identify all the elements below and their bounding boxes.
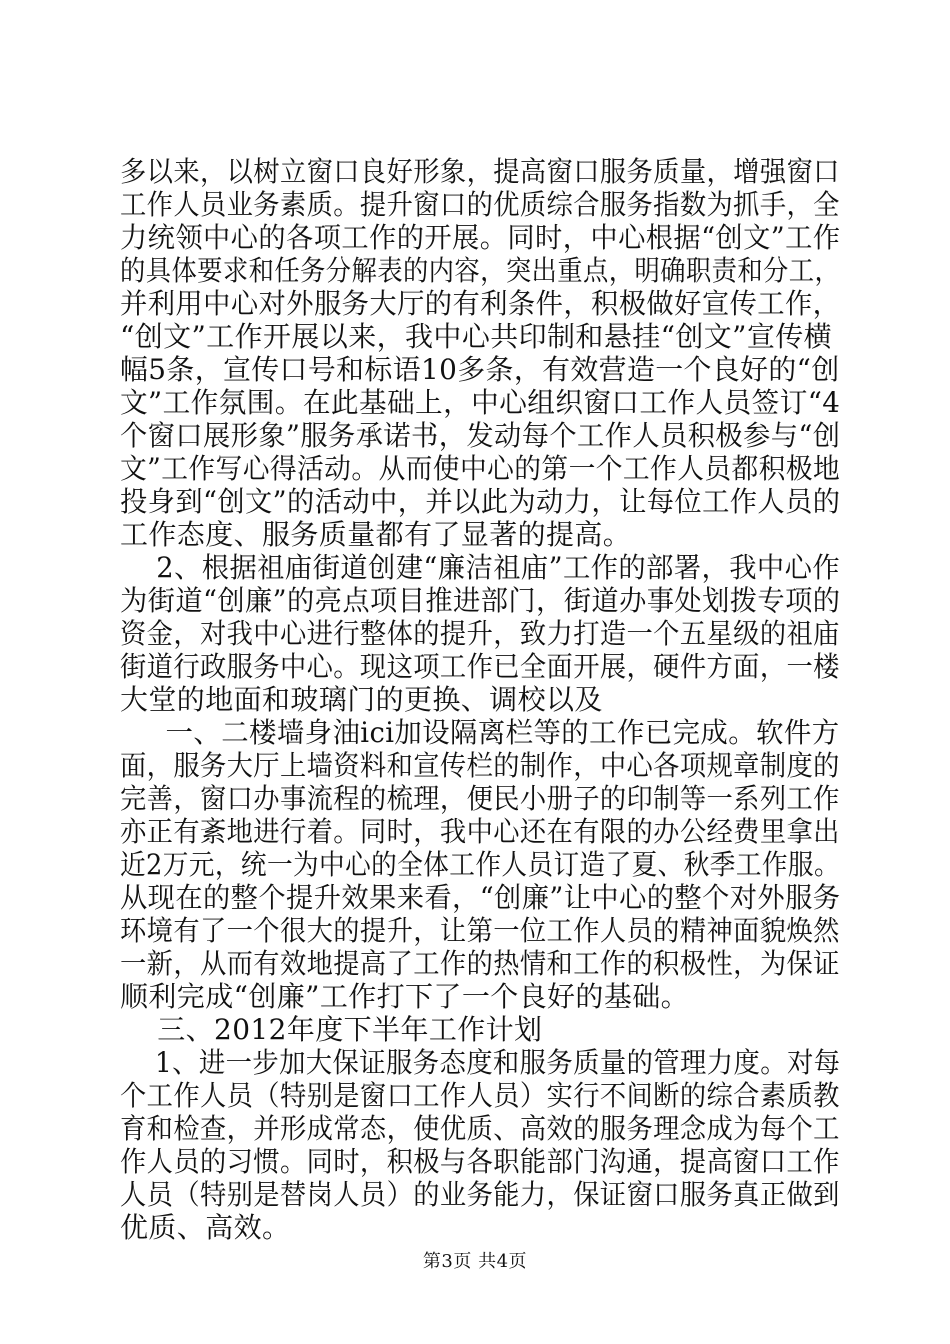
text-line: 并利用中心对外服务大厅的有利条件，积极做好宣传工作， <box>120 287 841 320</box>
text-line: 工作人员业务素质。提升窗口的优质综合服务指数为抓手，全 <box>120 188 840 221</box>
page-footer: 第3页 共4页 <box>422 1251 528 1272</box>
text-line: 作人员的习惯。同时，积极与各职能部门沟通，提高窗口工作 <box>120 1145 840 1178</box>
text-line: 投身到“创文”的活动中，并以此为动力，让每位工作人员的 <box>120 485 841 518</box>
text-line: 一新，从而有效地提高了工作的热情和工作的积极性，为保证 <box>120 947 840 980</box>
text-line: 顺利完成“创廉”工作打下了一个良好的基础。 <box>120 980 690 1013</box>
text-line: 为街道“创廉”的亮点项目推进部门，街道办事处划拨专项的 <box>120 584 841 617</box>
text-line: 个窗口展形象”服务承诺书，发动每个工作人员积极参与“创 <box>120 419 841 452</box>
text-line: 大堂的地面和玻璃门的更换、调校以及 <box>120 683 603 716</box>
text-line: 环境有了一个很大的提升，让第一位工作人员的精神面貌焕然 <box>120 914 840 947</box>
text-line: 多以来，以树立窗口良好形象，提高窗口服务质量，增强窗口 <box>120 155 840 188</box>
text-line: 幅5条，宣传口号和标语10多条，有效营造一个良好的“创 <box>120 353 840 386</box>
text-line: 三、2012年度下半年工作计划 <box>120 1013 543 1046</box>
text-line: 面，服务大厅上墙资料和宣传栏的制作，中心各项规章制度的 <box>120 749 840 782</box>
text-line: 人员（特别是替岗人员）的业务能力，保证窗口服务真正做到 <box>120 1178 840 1211</box>
text-line: 力统领中心的各项工作的开展。同时，中心根据“创文”工作 <box>120 221 841 254</box>
text-line: 育和检查，并形成常态，使优质、高效的服务理念成为每个工 <box>120 1112 840 1145</box>
text-line: 的具体要求和任务分解表的内容，突出重点，明确职责和分工， <box>120 254 841 287</box>
text-line: 街道行政服务中心。现这项工作已全面开展，硬件方面，一楼 <box>120 650 840 683</box>
text-line: 2、根据祖庙街道创建“廉洁祖庙”工作的部署，我中心作 <box>120 551 841 584</box>
text-line: 优质、高效。 <box>120 1211 291 1244</box>
text-line: “创文”工作开展以来，我中心共印制和悬挂“创文”宣传横 <box>120 320 833 353</box>
text-line: 近2万元，统一为中心的全体工作人员订造了夏、秋季工作服。 <box>120 848 841 881</box>
text-line: 文”工作写心得活动。从而使中心的第一个工作人员都积极地 <box>120 452 841 485</box>
text-line: 1、进一步加大保证服务态度和服务质量的管理力度。对每 <box>120 1046 841 1079</box>
text-line: 亦正有紊地进行着。同时，我中心还在有限的办公经费里拿出 <box>120 815 840 848</box>
text-line: 完善，窗口办事流程的梳理，便民小册子的印制等一系列工作 <box>120 782 840 815</box>
text-line: 从现在的整个提升效果来看，“创廉”让中心的整个对外服务 <box>120 881 841 914</box>
text-line: 资金，对我中心进行整体的提升，致力打造一个五星级的祖庙 <box>120 617 840 650</box>
text-line: 个工作人员（特别是窗口工作人员）实行不间断的综合素质教 <box>120 1079 840 1112</box>
text-line: 文”工作氛围。在此基础上，中心组织窗口工作人员签订“4 <box>120 386 841 419</box>
text-line: 工作态度、服务质量都有了显著的提高。 <box>120 518 632 551</box>
text-line: 一、二楼墙身油ici加设隔离栏等的工作已完成。软件方 <box>120 716 840 749</box>
